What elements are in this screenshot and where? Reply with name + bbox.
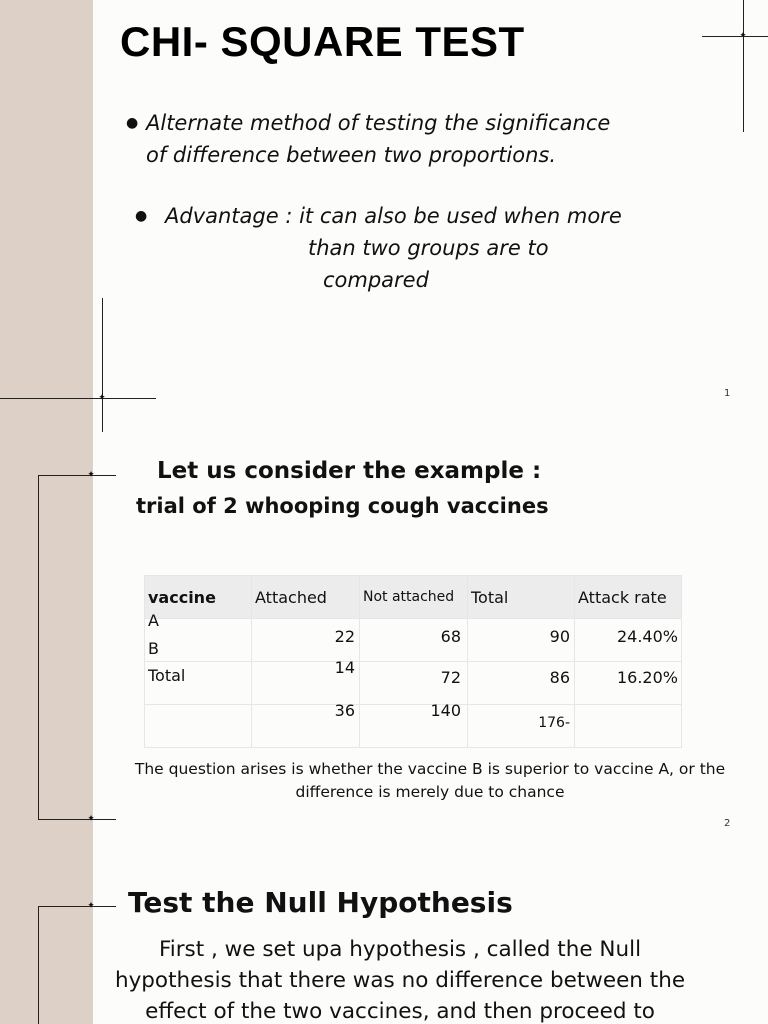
sidebar-band [0,852,93,1024]
vaccine-table [144,575,682,748]
slide-heading: Test the Null Hypothesis [128,886,513,919]
decor-line [102,298,103,432]
cell-text: 22 [334,627,355,646]
cell-text: 24.40% [616,627,678,646]
decor-line [38,475,39,819]
table-cell [468,705,575,748]
table-cell [575,619,682,662]
table-row [145,662,682,705]
table-cell [145,662,252,705]
bullet-item [126,107,611,171]
decor-line [38,475,116,476]
sparkle-icon: ✦ [87,470,95,480]
slide-2 [0,432,768,852]
slide-1 [0,0,768,432]
table-cell [468,662,575,705]
cell-text: 68 [440,627,461,646]
cell-text: 86 [549,668,570,687]
column-header: vaccine [145,576,252,619]
bullet-icon: ● [126,115,139,131]
sidebar-band [0,432,93,852]
table-cell [360,662,468,705]
column-header: Not attached [360,576,468,619]
body-paragraph: First , we set upa hypothesis , called the Null hypothesis that there was no difference between the effect of the two vaccines, and then proceed to [114,937,686,1024]
slide-3 [0,852,768,1024]
table-cell [468,619,575,662]
table-row [145,619,682,662]
sparkle-icon: ✦ [87,814,95,824]
sparkle-icon: ✦ [87,901,95,911]
decor-line [38,906,39,1024]
decor-line [38,819,116,820]
column-header: Total [468,576,575,619]
table-caption: The question arises is whether the vaccine B is superior to vaccine A, or the difference is merely due to chance [134,760,726,801]
sparkle-icon: ✦ [98,393,106,403]
column-header: Attached [252,576,360,619]
column-header: Attack rate [575,576,682,619]
page-title: CHI- SQUARE TEST [120,18,525,65]
cell-text: 14 [334,658,355,677]
cell-text: 72 [440,668,461,687]
table-header-row [145,576,682,619]
cell-text: B [148,639,159,658]
table-cell [252,658,360,705]
cell-text: 36 [334,701,355,720]
decor-line [38,906,116,907]
page-number: 2 [724,818,731,829]
table-cell [145,705,252,748]
table-cell [575,662,682,705]
bullet-text: than two groups are to [308,236,549,260]
cell-text: 90 [549,627,570,646]
bullet-text: Advantage : it can also be used when more [165,204,622,228]
cell-text: 176- [538,715,570,731]
table-cell [252,619,360,662]
decor-line [702,36,768,37]
cell-text: Total [148,666,186,685]
bullet-icon: ● [135,208,148,224]
table-cell [145,611,252,662]
cell-text: A [148,611,159,630]
table-cell [252,701,360,748]
table-cell [575,705,682,748]
table-row [145,705,682,748]
page-number: 1 [724,388,731,399]
sidebar-band [0,0,93,432]
decor-line [743,0,744,132]
cell-text: 16.20% [616,668,678,687]
decor-line [0,398,156,399]
bullet-text: Alternate method of testing the significance [146,111,611,135]
slide-subheading: trial of 2 whooping cough vaccines [136,494,549,518]
slide-heading: Let us consider the example : [157,458,542,484]
bullet-text: of difference between two proportions. [146,143,557,167]
bullet-item [135,200,622,296]
table-cell [360,701,468,748]
bullet-text: compared [323,268,429,292]
table-cell [360,619,468,662]
cell-text: 140 [430,701,461,720]
sparkle-icon: ✦ [739,31,747,41]
